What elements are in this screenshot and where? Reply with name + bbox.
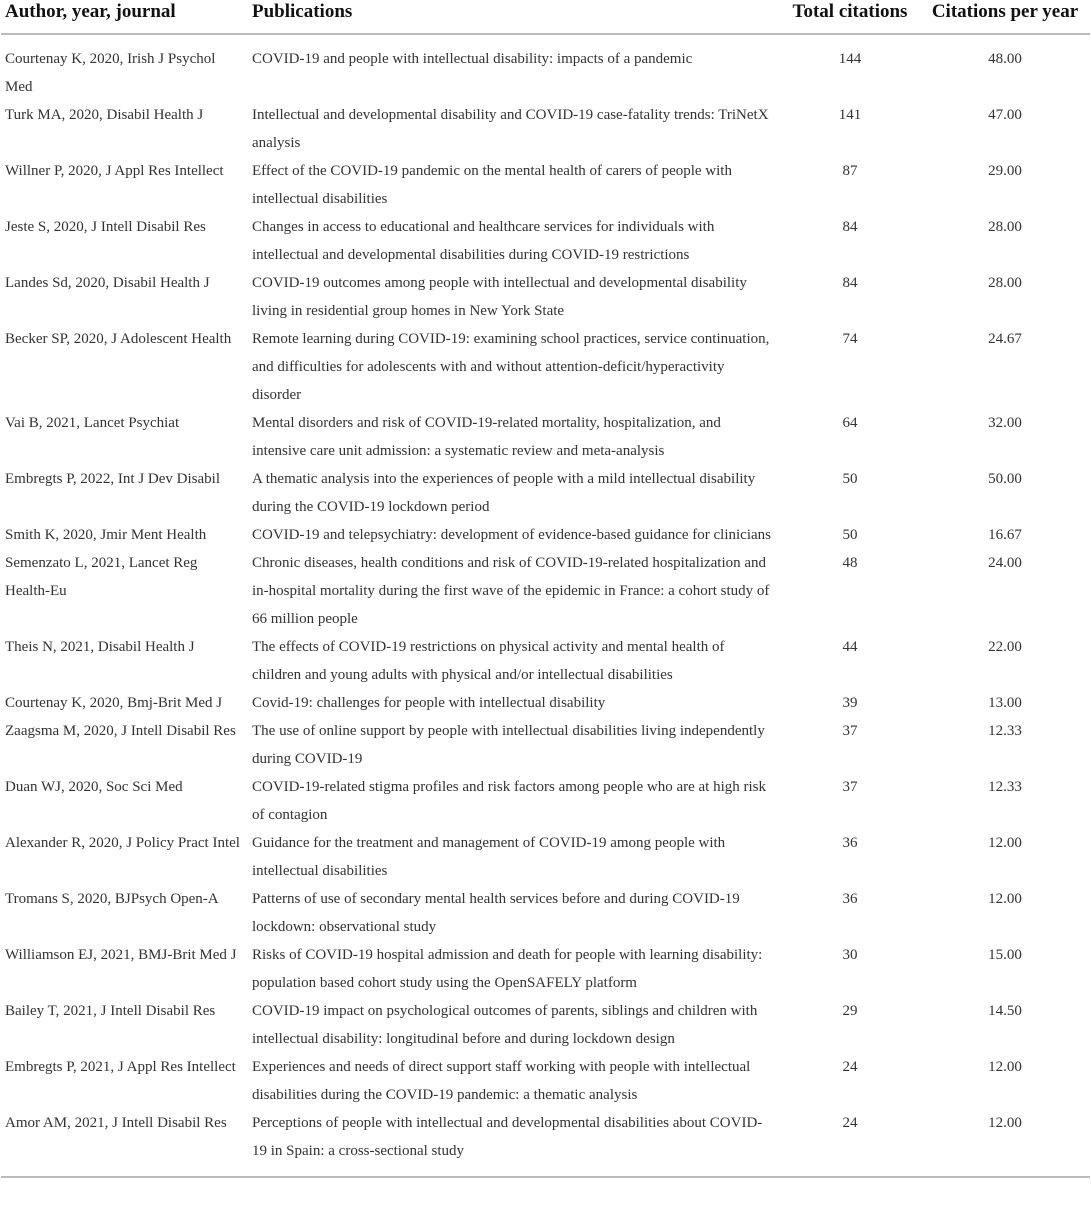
cell-total-citations: 29 [842,1003,858,1019]
cell-citations-per-year: 12.33 [988,723,1022,739]
cell-total-citations: 44 [842,639,858,655]
cell-publication: Patterns of use of secondary mental health services before and during COVID-19 lockdown: observational study [252,891,740,935]
cell-publication: Chronic diseases, health conditions and risk of COVID-19-related hospitalization and in-hospital mortality during the first wave of the epidemic in France: a cohort study of 66 million people [252,555,770,627]
cell-citations-per-year: 12.00 [988,835,1022,851]
cell-citations-per-year: 12.00 [988,891,1022,907]
header-citations-per-year: Citations per year [920,0,1090,34]
cell-author: Zaagsma M, 2020, J Intell Disabil Res [5,723,236,739]
cell-publication: COVID-19 impact on psychological outcomes of parents, siblings and children with intellectual disability: longitudinal before and during lockdown design [252,1003,758,1047]
cell-citations-per-year: 28.00 [988,275,1022,291]
cell-publication: Covid-19: challenges for people with intellectual disability [252,695,606,711]
cell-author: Theis N, 2021, Disabil Health J [5,639,195,655]
cell-author: Embregts P, 2022, Int J Dev Disabil [5,471,220,487]
table-row [1,269,1090,325]
cell-author: Courtenay K, 2020, Irish J Psychol Med [5,51,216,95]
table-row [1,34,1090,101]
cell-total-citations: 84 [842,219,858,235]
table-body [1,34,1090,1177]
cell-citations-per-year: 12.00 [988,1059,1022,1075]
cell-total-citations: 24 [842,1115,858,1131]
cell-author: Courtenay K, 2020, Bmj-Brit Med J [5,695,223,711]
cell-publication: Perceptions of people with intellectual and developmental disabilities about COVID-19 in Spain: a cross-sectional study [252,1115,763,1159]
cell-author: Duan WJ, 2020, Soc Sci Med [5,779,183,795]
cell-citations-per-year: 48.00 [988,51,1022,67]
cell-citations-per-year: 12.33 [988,779,1022,795]
cell-citations-per-year: 12.00 [988,1115,1022,1131]
table-row [1,829,1090,885]
table-row [1,549,1090,633]
header-total-citations: Total citations [780,0,920,34]
table-row [1,773,1090,829]
cell-author: Embregts P, 2021, J Appl Res Intellect [5,1059,236,1075]
cell-total-citations: 87 [842,163,858,179]
cell-publication: COVID-19-related stigma profiles and risk factors among people who are at high risk of contagion [252,779,767,823]
cell-publication: Mental disorders and risk of COVID-19-related mortality, hospitalization, and intensive care unit admission: a systematic review and meta-analysis [252,415,721,459]
cell-author: Williamson EJ, 2021, BMJ-Brit Med J [5,947,237,963]
cell-publication: COVID-19 and telepsychiatry: development of evidence-based guidance for clinicians [252,527,771,543]
cell-publication: Guidance for the treatment and management of COVID-19 among people with intellectual disabilities [252,835,726,879]
cell-total-citations: 39 [842,695,858,711]
cell-author: Vai B, 2021, Lancet Psychiat [5,415,180,431]
cell-publication: Remote learning during COVID-19: examining school practices, service continuation, and difficulties for adolescents with and without attention-deficit/hyperactivity disorder [252,331,770,403]
cell-publication: Risks of COVID-19 hospital admission and death for people with learning disability: population based cohort study using the OpenSAFELY platform [252,947,763,991]
cell-citations-per-year: 24.67 [988,331,1022,347]
table-row [1,213,1090,269]
cell-citations-per-year: 15.00 [988,947,1022,963]
table-row [1,885,1090,941]
cell-publication: A thematic analysis into the experiences of people with a mild intellectual disability during the COVID-19 lockdown period [252,471,756,515]
table-row [1,409,1090,465]
table-row [1,633,1090,689]
cell-publication: The effects of COVID-19 restrictions on physical activity and mental health of children and young adults with physical and/or intellectual disabilities [252,639,725,683]
cell-total-citations: 141 [838,107,862,123]
cell-total-citations: 84 [842,275,858,291]
cell-citations-per-year: 50.00 [988,471,1022,487]
cell-citations-per-year: 24.00 [988,555,1022,571]
table-row [1,1053,1090,1109]
table-row [1,717,1090,773]
citations-table [1,0,1090,1178]
table-row [1,997,1090,1053]
table-row [1,521,1090,549]
cell-total-citations: 36 [842,835,858,851]
cell-publication: Experiences and needs of direct support staff working with people with intellectual disabilities during the COVID-19 pandemic: a thematic analysis [252,1059,751,1103]
cell-total-citations: 64 [842,415,858,431]
cell-citations-per-year: 14.50 [988,1003,1022,1019]
cell-publication: The use of online support by people with intellectual disabilities living independently during COVID-19 [252,723,765,767]
cell-citations-per-year: 29.00 [988,163,1022,179]
cell-author: Alexander R, 2020, J Policy Pract Intel [5,835,240,851]
table-row [1,689,1090,717]
cell-total-citations: 144 [838,51,862,67]
cell-author: Willner P, 2020, J Appl Res Intellect [5,163,224,179]
cell-total-citations: 50 [842,527,858,543]
cell-total-citations: 37 [842,779,858,795]
table-row [1,1109,1090,1177]
cell-publication: COVID-19 and people with intellectual disability: impacts of a pandemic [252,51,693,67]
cell-author: Smith K, 2020, Jmir Ment Health [5,527,207,543]
table-row [1,157,1090,213]
cell-total-citations: 37 [842,723,858,739]
header-author: Author, year, journal [1,0,248,34]
table-row [1,101,1090,157]
cell-total-citations: 30 [842,947,858,963]
cell-citations-per-year: 13.00 [988,695,1022,711]
cell-total-citations: 48 [842,555,858,571]
cell-author: Bailey T, 2021, J Intell Disabil Res [5,1003,216,1019]
cell-total-citations: 74 [842,331,858,347]
cell-total-citations: 36 [842,891,858,907]
cell-publication: COVID-19 outcomes among people with intellectual and developmental disability living in residential group homes in New York State [252,275,747,319]
cell-author: Jeste S, 2020, J Intell Disabil Res [5,219,206,235]
header-publications: Publications [248,0,780,34]
cell-author: Turk MA, 2020, Disabil Health J [5,107,204,123]
cell-citations-per-year: 32.00 [988,415,1022,431]
cell-citations-per-year: 22.00 [988,639,1022,655]
cell-publication: Effect of the COVID-19 pandemic on the mental health of carers of people with intellectual disabilities [252,163,732,207]
cell-author: Amor AM, 2021, J Intell Disabil Res [5,1115,227,1131]
cell-total-citations: 24 [842,1059,858,1075]
table-row [1,941,1090,997]
cell-publication: Changes in access to educational and healthcare services for individuals with intellectual and developmental disabilities during COVID-19 restrictions [252,219,715,263]
cell-citations-per-year: 28.00 [988,219,1022,235]
cell-author: Semenzato L, 2021, Lancet Reg Health-Eu [5,555,198,599]
cell-total-citations: 50 [842,471,858,487]
cell-author: Becker SP, 2020, J Adolescent Health [5,331,232,347]
cell-author: Tromans S, 2020, BJPsych Open-A [5,891,219,907]
cell-author: Landes Sd, 2020, Disabil Health J [5,275,210,291]
cell-citations-per-year: 47.00 [988,107,1022,123]
cell-publication: Intellectual and developmental disability and COVID-19 case-fatality trends: TriNetX analysis [252,107,769,151]
table-row [1,465,1090,521]
cell-citations-per-year: 16.67 [988,527,1022,543]
table-row [1,325,1090,409]
header-row [1,0,1090,34]
